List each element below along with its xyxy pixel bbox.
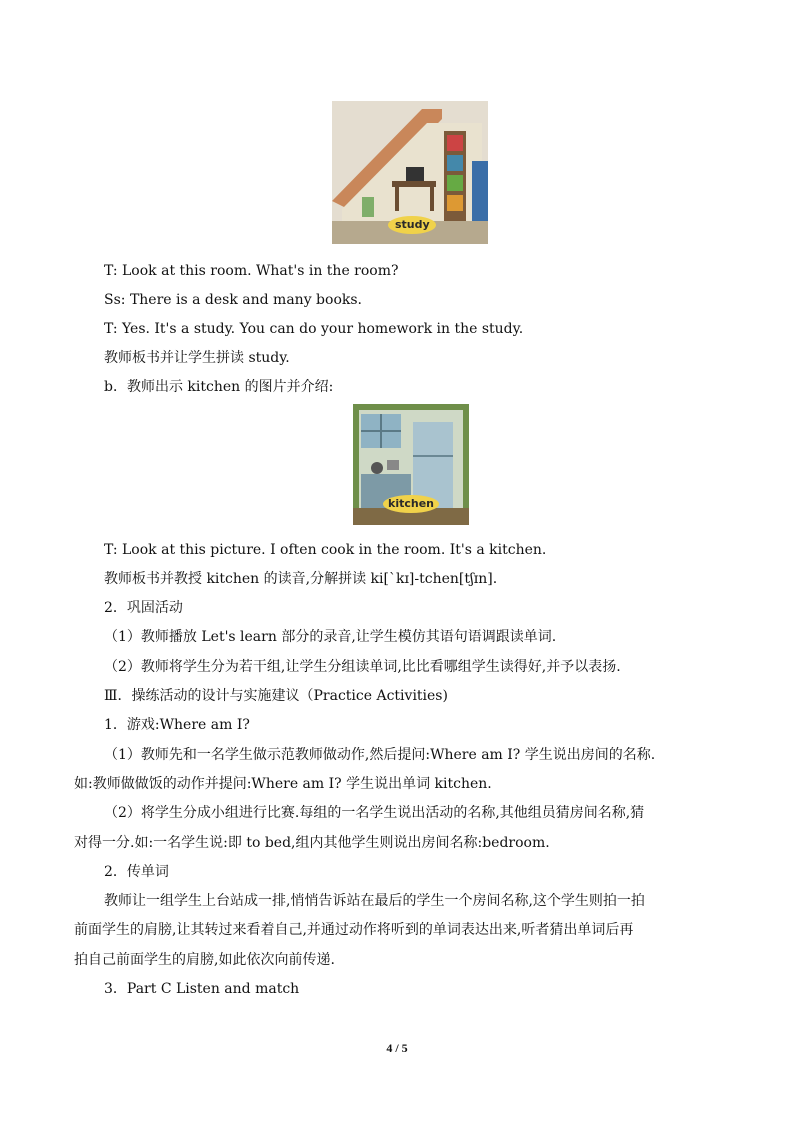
text-line: 如:教师做做饭的动作并提问:Where am I? 学生说出单词 kitchen. xyxy=(74,776,492,792)
section-heading: 3．Part C Listen and match xyxy=(104,981,300,997)
kitchen-label: kitchen xyxy=(388,497,434,510)
text-line: （1）教师先和一名学生做示范教师做动作,然后提问:Where am I? 学生说出房间的名称. xyxy=(104,747,656,763)
text-line: 对得一分.如:一名学生说:即 to bed,组内其他学生则说出房间名称:bedroom. xyxy=(74,835,550,851)
text-line: 教师板书并让学生拼读 study. xyxy=(104,350,290,366)
study-illustration xyxy=(332,101,488,244)
text-line: T: Yes. It's a study. You can do your homework in the study. xyxy=(104,321,524,337)
text-line: （1）教师播放 Let's learn 部分的录音,让学生模仿其语句语调跟读单词. xyxy=(104,629,557,645)
text-line: 教师让一组学生上台站成一排,悄悄告诉站在最后的学生一个房间名称,这个学生则拍一拍 xyxy=(104,893,645,909)
section-heading: Ⅲ．操练活动的设计与实施建议（Practice Activities) xyxy=(104,688,448,704)
section-heading: 1．游戏:Where am I? xyxy=(104,717,250,733)
text-line: 前面学生的肩膀,让其转过来看着自己,并通过动作将听到的单词表达出来,听者猜出单词后再 xyxy=(74,922,634,938)
text-line: T: Look at this room. What's in the room? xyxy=(104,263,399,279)
section-heading: 2．传单词 xyxy=(104,864,169,880)
text-line: 教师板书并教授 kitchen 的读音,分解拼读 ki[`kɪ]-tchen[tʃɪn]. xyxy=(104,571,498,587)
text-line: （2）教师将学生分为若干组,让学生分组读单词,比比看哪组学生读得好,并予以表扬. xyxy=(104,659,621,675)
section-heading: 2．巩固活动 xyxy=(104,600,183,616)
text-line: Ss: There is a desk and many books. xyxy=(104,292,362,308)
page-number: 4 / 5 xyxy=(386,1041,408,1055)
text-line: 拍自己前面学生的肩膀,如此依次向前传递. xyxy=(74,952,335,968)
text-line: b．教师出示 kitchen 的图片并介绍: xyxy=(104,379,334,395)
text-line: （2）将学生分成小组进行比赛.每组的一名学生说出活动的名称,其他组员猜房间名称,猜 xyxy=(104,805,645,821)
study-label: study xyxy=(395,218,430,231)
kitchen-illustration xyxy=(353,404,469,525)
text-line: T: Look at this picture. I often cook in the room. It's a kitchen. xyxy=(104,542,547,558)
